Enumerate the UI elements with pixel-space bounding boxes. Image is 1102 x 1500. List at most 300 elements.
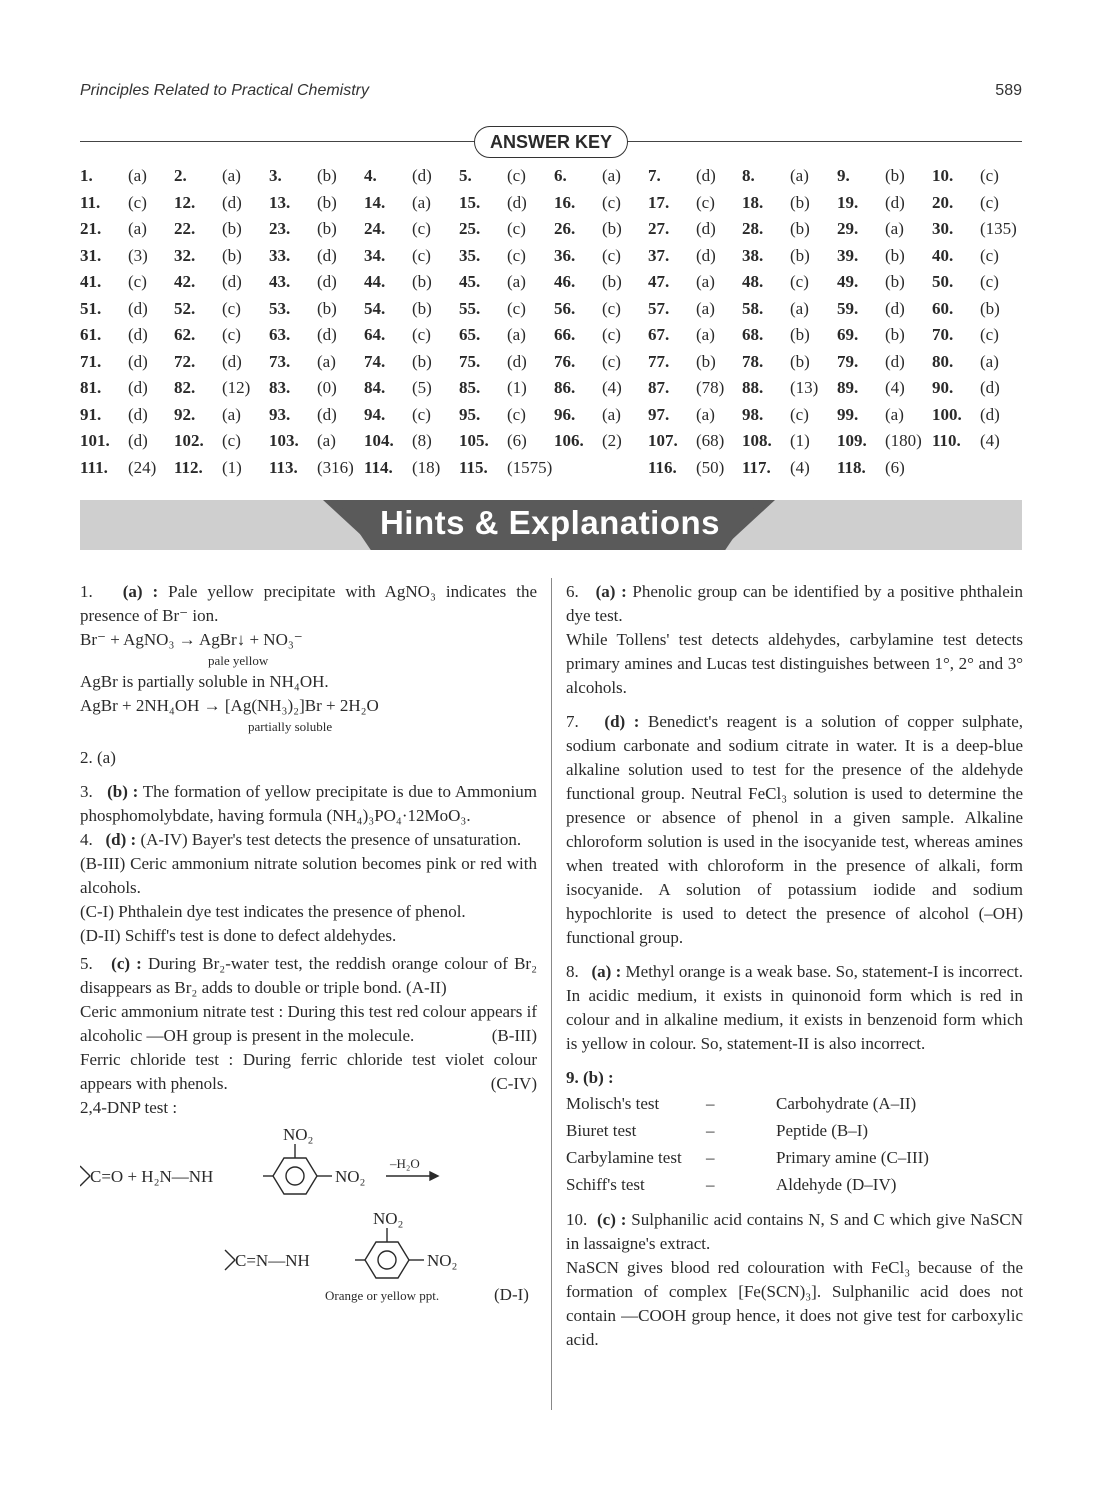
answer-question-number: 30.	[932, 219, 954, 238]
answer-question-number: 79.	[837, 351, 859, 371]
answer-entry	[269, 219, 337, 239]
answer-question-number: 72.	[174, 351, 196, 371]
q8-text: Methyl orange is a weak base. So, statement-I is incorrect. In acidic medium, it exists in quinonoid form which is red in colour and in alkaline medium, it exists in benzenoid form which is yellow in colour. So, statement-II is also incorrect.	[566, 962, 1024, 1053]
product-no2-right: NO₂	[427, 1251, 458, 1270]
answer-value: (a)	[507, 325, 526, 344]
answer-question-number: 106.	[554, 431, 584, 450]
answer-value: (a)	[885, 404, 904, 424]
answer-question-number: 22.	[174, 219, 196, 238]
answer-key-row	[80, 325, 1040, 352]
answer-value: (a)	[222, 166, 241, 185]
answer-entry	[174, 272, 242, 292]
answer-question-number: 78.	[742, 351, 764, 371]
answer-value: (b)	[696, 351, 716, 371]
answer-entry	[932, 431, 1000, 451]
q6-answer: (a) :	[595, 582, 627, 601]
answer-value: (b)	[222, 245, 242, 265]
answer-question-number: 81.	[80, 378, 102, 397]
answer-entry	[269, 457, 354, 478]
answer-entry	[648, 404, 715, 425]
answer-value: (d)	[128, 431, 148, 450]
answer-entry	[174, 351, 242, 372]
answer-entry	[364, 378, 432, 398]
answer-question-number: 98.	[742, 404, 764, 424]
answer-value: (13)	[790, 378, 819, 397]
answer-entry	[932, 166, 999, 186]
answer-entry	[742, 219, 810, 239]
reaction-condition: –H₂O	[390, 1156, 420, 1171]
answer-question-number: 21.	[80, 219, 102, 238]
answer-entry	[80, 404, 148, 425]
answer-question-number: 31.	[80, 245, 102, 265]
answer-entry	[459, 351, 527, 372]
answer-value: (c)	[412, 219, 431, 238]
answer-value: (c)	[980, 192, 999, 212]
answer-value: (a)	[696, 298, 715, 318]
answer-value: (d)	[885, 298, 905, 318]
answer-question-number: 112.	[174, 457, 203, 477]
answer-value: (c)	[128, 272, 147, 291]
answer-question-number: 104.	[364, 431, 394, 450]
answer-question-number: 56.	[554, 298, 576, 318]
answer-value: (24)	[128, 457, 157, 477]
answer-question-number: 26.	[554, 219, 576, 238]
q6-text-2: While Tollens' test detects aldehydes, carbylamine test detects primary amines and Lucas test distinguishes between 1°, 2° and 3° alcohols.	[566, 630, 1023, 697]
answer-entry	[554, 166, 621, 186]
answer-value: (b)	[317, 219, 337, 238]
answer-value: (b)	[602, 219, 622, 238]
answer-entry	[648, 325, 715, 345]
reactant-no2-right: NO₂	[335, 1167, 366, 1186]
answer-value: (a)	[696, 404, 715, 424]
q5-ferric-test	[80, 1048, 537, 1096]
answer-question-number: 9.	[837, 166, 850, 185]
answer-value: (b)	[790, 192, 810, 212]
answer-question-number: 117.	[742, 457, 771, 477]
answer-question-number: 27.	[648, 219, 670, 238]
answer-entry	[80, 272, 147, 292]
reactant-left-text: C=O + H₂N—NH	[90, 1167, 214, 1186]
answer-value: (d)	[696, 245, 716, 265]
q5-ferric-text: Ferric chloride test : During ferric chloride test violet colour appears with phenols.	[80, 1050, 537, 1093]
answer-question-number: 16.	[554, 192, 576, 212]
answer-entry	[364, 272, 432, 292]
answer-entry	[932, 219, 1017, 239]
answer-entry	[80, 192, 147, 213]
answer-value: (4)	[602, 378, 622, 397]
answer-entry	[742, 298, 809, 319]
answer-question-number: 48.	[742, 272, 764, 291]
answer-entry	[648, 166, 716, 186]
answer-entry	[837, 272, 905, 292]
answer-question-number: 74.	[364, 351, 386, 371]
answer-value: (c)	[602, 245, 621, 265]
answer-value: (b)	[885, 166, 905, 185]
answer-entry	[648, 457, 725, 478]
answer-entry	[364, 404, 431, 425]
answer-entry	[554, 192, 621, 213]
answer-question-number: 80.	[932, 351, 954, 371]
answer-entry	[80, 219, 147, 239]
answer-key-row	[80, 378, 1040, 405]
answer-value: (135)	[980, 219, 1017, 238]
answer-value: (1)	[790, 431, 810, 450]
answer-value: (c)	[222, 431, 241, 450]
answer-value: (4)	[980, 431, 1000, 450]
answer-question-number: 14.	[364, 192, 386, 212]
answer-value: (d)	[128, 351, 148, 371]
answer-question-number: 2.	[174, 166, 187, 185]
q10-text-2: NaSCN gives blood red colouration with FeCl₃ because of the formation of complex [Fe(SCN)₃]. Sulphanilic acid does not contain —COOH group hence, it does not give test for carboxylic acid.	[566, 1258, 1023, 1349]
answer-value: (d)	[317, 404, 337, 424]
answer-key-row	[80, 166, 1040, 193]
q5-text: During Br₂-water test, the reddish orange colour of Br₂ disappears as Br₂ adds to double or triple bond. (A-II)	[80, 954, 538, 997]
answer-entry	[459, 245, 526, 266]
answer-entry	[742, 378, 819, 398]
q1-equation-2-note: partially soluble	[248, 719, 333, 734]
imine-bonds-icon	[225, 1250, 235, 1270]
q1-answer: (a) :	[122, 582, 159, 601]
answer-question-number: 115.	[459, 457, 488, 477]
answer-question-number: 36.	[554, 245, 576, 265]
answer-value: (50)	[696, 457, 725, 477]
answer-question-number: 107.	[648, 431, 678, 450]
answer-question-number: 29.	[837, 219, 859, 238]
answer-question-number: 3.	[269, 166, 282, 185]
answer-entry	[80, 431, 148, 451]
answer-value: (a)	[507, 272, 526, 291]
answer-key-row	[80, 299, 1040, 326]
q9-result: Carbohydrate (A–II)	[776, 1094, 917, 1113]
answer-entry	[932, 378, 1000, 398]
answer-value: (68)	[696, 431, 725, 450]
answer-entry	[269, 404, 337, 425]
answer-question-number: 43.	[269, 272, 291, 291]
answer-entry	[554, 404, 621, 425]
answer-question-number: 113.	[269, 457, 298, 477]
answer-entry	[459, 192, 527, 213]
q1-equation-1: Br⁻ + AgNO₃ → AgBr↓ + NO₃⁻	[80, 630, 303, 649]
q4-part-b: (B-III) Ceric ammonium nitrate solution becomes pink or red with alcohols.	[80, 854, 537, 897]
answer-key-row	[80, 405, 1040, 432]
answer-question-number: 82.	[174, 378, 196, 397]
q3-text: The formation of yellow precipitate is due to Ammonium phosphomolybdate, having formula (NH₄)₃PO₄·12MoO₃.	[80, 782, 537, 825]
answer-question-number: 97.	[648, 404, 670, 424]
answer-value: (a)	[317, 431, 336, 450]
reactant-no2-top: NO₂	[283, 1125, 314, 1144]
answer-entry	[932, 272, 999, 292]
answer-entry	[742, 351, 810, 372]
running-title: Principles Related to Practical Chemistry	[80, 82, 369, 99]
answer-entry	[554, 378, 622, 398]
answer-value: (d)	[696, 166, 716, 185]
answer-entry	[459, 298, 526, 319]
q1-equation-1-note: pale yellow	[208, 653, 269, 668]
answer-entry	[932, 192, 999, 213]
q5-dnp-label: 2,4-DNP test :	[80, 1098, 178, 1117]
section-title: Hints & Explanations	[379, 504, 721, 541]
answer-value: (2)	[602, 431, 622, 450]
answer-value: (a)	[980, 351, 999, 371]
answer-entry	[648, 192, 715, 213]
answer-entry	[80, 351, 148, 372]
q10-answer: (c) :	[596, 1210, 627, 1229]
q9-match-row	[566, 1171, 1023, 1198]
answer-value: (b)	[790, 351, 810, 371]
q5-ferric-tag: (C-IV)	[490, 1074, 537, 1093]
answer-value: (d)	[980, 404, 1000, 424]
q8-answer: (a) :	[591, 962, 622, 981]
answer-entry	[837, 457, 905, 478]
answer-question-number: 88.	[742, 378, 764, 397]
q1-text: Pale yellow precipitate with AgNO₃ indicates the presence of Br⁻ ion.	[80, 582, 538, 625]
answer-question-number: 44.	[364, 272, 386, 291]
answer-entry	[459, 431, 527, 451]
q6-text: Phenolic group can be identified by a positive phthalein dye test.	[566, 582, 1024, 625]
answer-value: (d)	[317, 272, 337, 291]
answer-question-number: 83.	[269, 378, 291, 397]
answer-entry	[742, 404, 809, 425]
answer-question-number: 59.	[837, 298, 859, 318]
answer-question-number: 93.	[269, 404, 291, 424]
answer-entry	[459, 166, 526, 186]
answer-value: (d)	[222, 351, 242, 371]
answer-key-row	[80, 193, 1040, 220]
answer-question-number: 65.	[459, 325, 481, 344]
answer-question-number: 33.	[269, 245, 291, 265]
answer-entry	[364, 325, 431, 345]
q9-explanation: 9. (b) :	[566, 1068, 614, 1087]
answer-entry	[554, 219, 622, 239]
q6-explanation	[566, 580, 1023, 628]
answer-question-number: 20.	[932, 192, 954, 212]
answer-question-number: 101.	[80, 431, 110, 450]
answer-value: (a)	[790, 166, 809, 185]
q2-explanation: 2. (a)	[80, 748, 116, 767]
answer-value: (d)	[317, 245, 337, 265]
product-no2-top: NO₂	[373, 1209, 404, 1228]
answer-question-number: 68.	[742, 325, 764, 344]
reaction-arrow-icon	[386, 1172, 438, 1180]
answer-question-number: 52.	[174, 298, 196, 318]
answer-question-number: 66.	[554, 325, 576, 344]
answer-entry	[554, 298, 621, 319]
answer-question-number: 42.	[174, 272, 196, 291]
answer-value: (d)	[885, 351, 905, 371]
q9-dash: –	[706, 1175, 715, 1194]
q3-number: 3.	[80, 782, 93, 801]
q1-number: 1.	[80, 582, 93, 601]
answer-question-number: 40.	[932, 245, 954, 265]
answer-entry	[364, 192, 431, 213]
q5-number: 5.	[80, 954, 93, 973]
answer-value: (b)	[790, 245, 810, 265]
answer-question-number: 8.	[742, 166, 755, 185]
answer-value: (d)	[507, 192, 527, 212]
answer-entry	[648, 272, 715, 292]
answer-entry	[174, 325, 241, 345]
answer-value: (b)	[980, 298, 1000, 318]
answer-value: (0)	[317, 378, 337, 397]
q9-result: Peptide (B–I)	[776, 1121, 869, 1140]
answer-value: (c)	[790, 272, 809, 291]
q9-dash: –	[706, 1148, 715, 1167]
answer-entry	[742, 457, 810, 478]
answer-question-number: 90.	[932, 378, 954, 397]
answer-question-number: 12.	[174, 192, 196, 212]
answer-value: (a)	[602, 166, 621, 185]
answer-entry	[837, 325, 905, 345]
right-column	[566, 580, 1023, 1352]
answer-entry	[80, 378, 148, 398]
answer-entry	[174, 245, 242, 266]
answer-entry	[269, 272, 337, 292]
answer-entry	[837, 298, 905, 319]
page-number: 589	[995, 82, 1022, 99]
answer-entry	[364, 166, 432, 186]
answer-entry	[837, 378, 905, 398]
answer-question-number: 60.	[932, 298, 954, 318]
answer-entry	[648, 378, 725, 398]
answer-entry	[742, 192, 810, 213]
answer-question-number: 110.	[932, 431, 961, 450]
q9-test-name: Biuret test	[566, 1121, 637, 1140]
q9-result: Aldehyde (D–IV)	[776, 1175, 897, 1194]
answer-entry	[364, 219, 431, 239]
answer-value: (c)	[507, 245, 526, 265]
answer-question-number: 6.	[554, 166, 567, 185]
answer-value: (c)	[980, 166, 999, 185]
answer-value: (b)	[412, 272, 432, 291]
answer-entry	[837, 245, 905, 266]
answer-question-number: 34.	[364, 245, 386, 265]
answer-value: (b)	[602, 272, 622, 291]
answer-question-number: 61.	[80, 325, 102, 344]
answer-question-number: 102.	[174, 431, 204, 450]
answer-entry	[742, 272, 809, 292]
answer-entry	[742, 325, 810, 345]
answer-entry	[459, 404, 526, 425]
answer-value: (c)	[128, 192, 147, 212]
answer-entry	[459, 272, 526, 292]
answer-question-number: 35.	[459, 245, 481, 265]
answer-key-row	[80, 219, 1040, 246]
answer-question-number: 5.	[459, 166, 472, 185]
answer-entry	[174, 298, 241, 319]
answer-entry	[932, 298, 1000, 319]
answer-question-number: 45.	[459, 272, 481, 291]
answer-entry	[648, 431, 725, 451]
answer-question-number: 114.	[364, 457, 393, 477]
answer-value: (d)	[128, 298, 148, 318]
q8-explanation	[566, 960, 1023, 1056]
answer-question-number: 1.	[80, 166, 93, 185]
answer-question-number: 17.	[648, 192, 670, 212]
answer-entry	[648, 245, 716, 266]
answer-value: (a)	[696, 272, 715, 291]
answer-question-number: 63.	[269, 325, 291, 344]
answer-entry	[554, 325, 621, 345]
answer-question-number: 91.	[80, 404, 102, 424]
answer-key-row	[80, 246, 1040, 273]
answer-value: (b)	[885, 272, 905, 291]
answer-entry	[932, 325, 999, 345]
q4-number: 4.	[80, 830, 93, 849]
answer-value: (a)	[317, 351, 336, 371]
answer-value: (b)	[790, 325, 810, 344]
answer-question-number: 64.	[364, 325, 386, 344]
answer-value: (d)	[128, 404, 148, 424]
answer-value: (c)	[696, 192, 715, 212]
answer-entry	[459, 325, 526, 345]
answer-question-number: 71.	[80, 351, 102, 371]
answer-entry	[364, 351, 432, 372]
q10-text: Sulphanilic acid contains N, S and C which give NaSCN in lassaigne's extract.	[566, 1210, 1024, 1253]
answer-value: (a)	[222, 404, 241, 424]
q5-ceric-test	[80, 1000, 537, 1048]
answer-entry	[174, 457, 242, 478]
answer-entry	[269, 166, 337, 186]
benzene-ring-icon	[263, 1144, 332, 1194]
answer-value: (c)	[602, 192, 621, 212]
answer-entry	[648, 298, 715, 319]
answer-key-grid	[80, 166, 1040, 484]
answer-entry	[742, 245, 810, 266]
answer-value: (d)	[128, 378, 148, 397]
answer-entry	[174, 431, 241, 451]
answer-entry	[174, 192, 242, 213]
answer-entry	[80, 166, 147, 186]
answer-question-number: 69.	[837, 325, 859, 344]
q4-explanation	[80, 828, 537, 852]
answer-question-number: 111.	[80, 457, 108, 477]
answer-question-number: 77.	[648, 351, 670, 371]
answer-entry	[269, 298, 337, 319]
answer-question-number: 19.	[837, 192, 859, 212]
answer-value: (c)	[507, 298, 526, 318]
answer-entry	[837, 166, 905, 186]
left-column	[80, 580, 537, 1310]
answer-value: (b)	[317, 192, 337, 212]
q9-match-table	[566, 1090, 1023, 1198]
answer-entry	[364, 431, 432, 451]
answer-question-number: 11.	[80, 192, 101, 212]
answer-entry	[648, 219, 716, 239]
answer-question-number: 13.	[269, 192, 291, 212]
answer-key-row	[80, 272, 1040, 299]
answer-value: (d)	[507, 351, 527, 371]
answer-entry	[269, 245, 337, 266]
answer-value: (d)	[885, 192, 905, 212]
answer-entry	[80, 325, 148, 345]
answer-entry	[269, 351, 336, 372]
q1-line-2: AgBr is partially soluble in NH₄OH.	[80, 672, 329, 691]
answer-question-number: 28.	[742, 219, 764, 238]
answer-question-number: 75.	[459, 351, 481, 371]
answer-entry	[648, 351, 716, 372]
answer-value: (12)	[222, 378, 251, 397]
product-tag: (D-I)	[494, 1285, 529, 1304]
answer-value: (c)	[222, 325, 241, 344]
q7-answer: (d) :	[604, 712, 640, 731]
answer-entry	[174, 378, 251, 398]
answer-value: (6)	[885, 457, 905, 477]
answer-question-number: 85.	[459, 378, 481, 397]
answer-value: (1)	[222, 457, 242, 477]
answer-question-number: 23.	[269, 219, 291, 238]
q9-result: Primary amine (C–III)	[776, 1148, 929, 1167]
answer-question-number: 89.	[837, 378, 859, 397]
